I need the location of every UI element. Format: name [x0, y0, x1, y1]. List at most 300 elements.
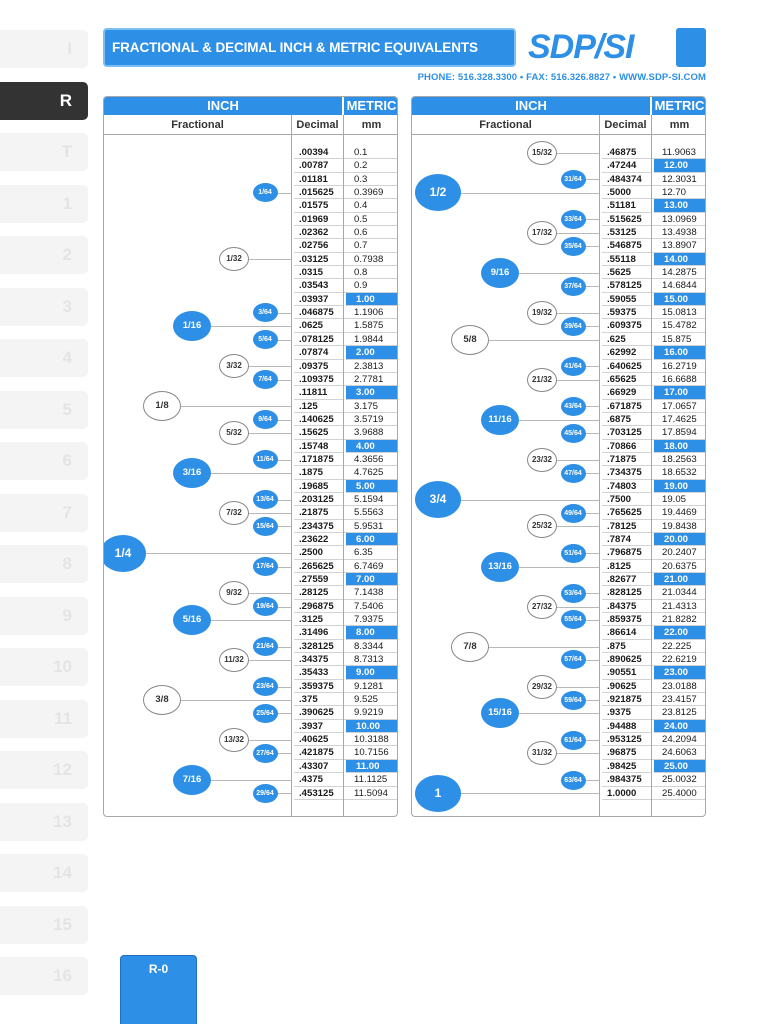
fraction-bubble: 45/64 [561, 424, 586, 443]
decimal-cell: .015625 [294, 186, 343, 199]
decimal-header: Decimal [292, 115, 343, 135]
mm-cell: 10.3188 [344, 733, 398, 746]
decimal-cell: .328125 [294, 640, 343, 653]
mm-cell-whole: 9.00 [346, 666, 398, 679]
mm-column [652, 146, 706, 800]
mm-cell: 16.6688 [652, 373, 706, 386]
mm-cell: 12.70 [652, 186, 706, 199]
decimal-cell: .53125 [602, 226, 651, 239]
mm-cell: 24.6063 [652, 746, 706, 759]
fraction-bubble: 7/64 [253, 370, 278, 389]
fraction-bubble: 11/16 [481, 405, 519, 435]
fraction-bubble: 23/32 [527, 448, 557, 472]
section-tab-R[interactable]: R [0, 82, 88, 120]
mm-cell: 1.9844 [344, 333, 398, 346]
mm-cell: 14.6844 [652, 279, 706, 292]
leader-line [586, 219, 600, 220]
fraction-bubble: 3/64 [253, 303, 278, 322]
decimal-cell: .47244 [602, 159, 651, 172]
leader-line [519, 273, 599, 274]
mm-cell-whole: 1.00 [346, 293, 398, 306]
mm-cell-whole: 8.00 [346, 626, 398, 639]
inch-header: INCH [412, 97, 650, 115]
leader-line [249, 366, 291, 367]
decimal-cell: .23622 [294, 533, 343, 546]
decimal-cell: .0315 [294, 266, 343, 279]
fraction-bubble: 3/32 [219, 354, 249, 378]
fraction-bubble: 27/32 [527, 595, 557, 619]
section-tab-4[interactable]: 4 [0, 339, 88, 377]
fraction-bubble: 5/8 [451, 325, 489, 355]
fraction-bubble: 1/32 [219, 247, 249, 271]
fraction-bubble: 37/64 [561, 277, 586, 296]
mm-cell: 5.1594 [344, 493, 398, 506]
mm-cell-whole: 10.00 [346, 720, 398, 733]
decimal-cell: .390625 [294, 706, 343, 719]
fraction-bubble: 29/64 [253, 784, 278, 803]
fraction-bubble: 1/2 [415, 174, 461, 211]
decimal-cell: .59055 [602, 293, 651, 306]
decimal-cell: .203125 [294, 493, 343, 506]
leader-line [557, 460, 599, 461]
mm-cell: 8.3344 [344, 640, 398, 653]
decimal-cell: .734375 [602, 466, 651, 479]
mm-cell: 9.525 [344, 693, 398, 706]
decimal-cell: .6875 [602, 413, 651, 426]
fraction-bubble: 13/32 [219, 728, 249, 752]
fraction-bubble: 35/64 [561, 237, 586, 256]
decimal-cell: .84375 [602, 600, 651, 613]
mm-cell: 5.9531 [344, 520, 398, 533]
fraction-bubble: 7/32 [219, 501, 249, 525]
mm-cell: 17.8594 [652, 426, 706, 439]
mm-cell: 10.7156 [344, 746, 398, 759]
decimal-cell: .71875 [602, 453, 651, 466]
leader-line [586, 406, 600, 407]
leader-line [586, 179, 600, 180]
mm-cell: 18.2563 [652, 453, 706, 466]
decimal-cell: .15625 [294, 426, 343, 439]
decimal-cell: .51181 [602, 199, 651, 212]
section-tab-I[interactable]: I [0, 30, 88, 68]
column-divider [291, 115, 292, 816]
fraction-bubble: 1/64 [253, 183, 278, 202]
fraction-bubble: 63/64 [561, 771, 586, 790]
contact-info: PHONE: 516.328.3300 • FAX: 516.326.8827 • WWW.SDP-SI.COM [417, 72, 706, 83]
fraction-bubble: 7/8 [451, 632, 489, 662]
leader-line [278, 313, 292, 314]
mm-header: mm [344, 115, 398, 135]
leader-line [557, 607, 599, 608]
decimal-cell: .40625 [294, 733, 343, 746]
decimal-cell: .046875 [294, 306, 343, 319]
mm-cell-whole: 17.00 [654, 386, 706, 399]
leader-line [278, 526, 292, 527]
mm-cell: 14.2875 [652, 266, 706, 279]
leader-line [586, 246, 600, 247]
mm-cell: 4.3656 [344, 453, 398, 466]
mm-cell: 15.875 [652, 333, 706, 346]
mm-cell: 0.6 [344, 226, 398, 239]
fraction-bubble: 13/16 [481, 552, 519, 582]
decimal-cell: .21875 [294, 506, 343, 519]
fraction-bubble: 53/64 [561, 584, 586, 603]
fraction-bubble: 9/16 [481, 258, 519, 288]
mm-cell: 22.225 [652, 640, 706, 653]
mm-cell: 11.1125 [344, 773, 398, 786]
decimal-cell: .296875 [294, 600, 343, 613]
leader-line [278, 500, 292, 501]
fraction-bubble: 5/32 [219, 421, 249, 445]
mm-cell: 24.2094 [652, 733, 706, 746]
mm-cell: 25.0032 [652, 773, 706, 786]
section-tab-1[interactable]: 1 [0, 185, 88, 223]
leader-line [557, 753, 599, 754]
mm-cell: 13.8907 [652, 239, 706, 252]
decimal-cell: .09375 [294, 360, 343, 373]
mm-cell-whole: 13.00 [654, 199, 706, 212]
mm-cell-whole: 22.00 [654, 626, 706, 639]
mm-header: mm [652, 115, 706, 135]
mm-cell: 7.5406 [344, 600, 398, 613]
decimal-cell: .265625 [294, 560, 343, 573]
fraction-bubble: 19/64 [253, 597, 278, 616]
decimal-cell: .59375 [602, 306, 651, 319]
decimal-cell: .78125 [602, 520, 651, 533]
decimal-cell: .82677 [602, 573, 651, 586]
mm-cell: 12.3031 [652, 173, 706, 186]
decimal-cell: .62992 [602, 346, 651, 359]
decimal-cell: .90625 [602, 680, 651, 693]
leader-line [489, 647, 599, 648]
decimal-cell: .140625 [294, 413, 343, 426]
decimal-cell: .70866 [602, 440, 651, 453]
leader-line [586, 700, 600, 701]
fraction-area [412, 135, 599, 816]
fraction-bubble: 13/64 [253, 490, 278, 509]
mm-cell: 21.0344 [652, 586, 706, 599]
mm-cell: 0.3 [344, 173, 398, 186]
leader-line [586, 780, 600, 781]
mm-cell: 11.9063 [652, 146, 706, 159]
mm-cell: 22.6219 [652, 653, 706, 666]
leader-line [249, 259, 291, 260]
decimal-cell: .421875 [294, 746, 343, 759]
fraction-bubble: 19/32 [527, 301, 557, 325]
leader-line [278, 420, 292, 421]
decimal-cell: .3937 [294, 720, 343, 733]
section-tab-8[interactable]: 8 [0, 545, 88, 583]
fraction-bubble: 1/4 [103, 535, 146, 572]
mm-cell: 3.175 [344, 400, 398, 413]
leader-line [278, 460, 292, 461]
section-tab-2[interactable]: 2 [0, 236, 88, 274]
leader-line [278, 380, 292, 381]
mm-cell: 15.0813 [652, 306, 706, 319]
leader-line [249, 740, 291, 741]
leader-line [181, 406, 291, 407]
leader-line [461, 793, 599, 794]
mm-cell-whole: 5.00 [346, 480, 398, 493]
decimal-cell: .96875 [602, 746, 651, 759]
mm-cell: 13.0969 [652, 213, 706, 226]
decimal-cell: .11811 [294, 386, 343, 399]
page-title: FRACTIONAL & DECIMAL INCH & METRIC EQUIVALENTS [103, 28, 516, 67]
leader-line [249, 593, 291, 594]
decimal-cell: .625 [602, 333, 651, 346]
section-tab-6[interactable]: 6 [0, 442, 88, 480]
fractional-header: Fractional [412, 115, 599, 135]
fraction-bubble: 15/64 [253, 517, 278, 536]
fraction-bubble: 31/32 [527, 741, 557, 765]
fraction-bubble: 5/16 [173, 605, 211, 635]
mm-cell: 13.4938 [652, 226, 706, 239]
leader-line [249, 513, 291, 514]
leader-line [278, 793, 292, 794]
decimal-cell: .359375 [294, 680, 343, 693]
mm-column [344, 146, 398, 800]
section-tab-9[interactable]: 9 [0, 597, 88, 635]
fraction-bubble: 1/8 [143, 391, 181, 421]
leader-line [211, 620, 291, 621]
mm-cell-whole: 12.00 [654, 159, 706, 172]
fraction-bubble: 33/64 [561, 210, 586, 229]
leader-line [181, 700, 291, 701]
decimal-column [602, 146, 651, 800]
mm-cell: 23.0188 [652, 680, 706, 693]
decimal-cell: .19685 [294, 480, 343, 493]
leader-line [557, 153, 599, 154]
decimal-cell: .31496 [294, 626, 343, 639]
section-tab-14[interactable]: 14 [0, 854, 88, 892]
leader-line [557, 380, 599, 381]
decimal-cell: .1875 [294, 466, 343, 479]
mm-cell-whole: 15.00 [654, 293, 706, 306]
fraction-bubble: 25/64 [253, 704, 278, 723]
mm-cell: 21.8282 [652, 613, 706, 626]
leader-line [586, 433, 600, 434]
section-tab-10[interactable]: 10 [0, 648, 88, 686]
leader-line [557, 526, 599, 527]
leader-line [278, 193, 292, 194]
decimal-cell: .609375 [602, 319, 651, 332]
decimal-cell: .3125 [294, 613, 343, 626]
decimal-cell: .484374 [602, 173, 651, 186]
fraction-bubble: 15/32 [527, 141, 557, 165]
mm-cell-whole: 23.00 [654, 666, 706, 679]
metric-header: METRIC [652, 97, 706, 115]
inch-header: INCH [104, 97, 342, 115]
mm-cell-whole: 14.00 [654, 253, 706, 266]
leader-line [586, 513, 600, 514]
mm-cell: 3.5719 [344, 413, 398, 426]
mm-cell: 0.5 [344, 213, 398, 226]
fraction-bubble: 15/16 [481, 698, 519, 728]
mm-cell: 0.3969 [344, 186, 398, 199]
decimal-cell: .546875 [602, 239, 651, 252]
mm-cell: 17.0657 [652, 400, 706, 413]
section-tab-15[interactable]: 15 [0, 906, 88, 944]
section-tab-11[interactable]: 11 [0, 700, 88, 738]
leader-line [586, 553, 600, 554]
decimal-cell: .94488 [602, 720, 651, 733]
decimal-header: Decimal [600, 115, 651, 135]
decimal-cell: .03543 [294, 279, 343, 292]
leader-line [278, 753, 292, 754]
decimal-cell: .171875 [294, 453, 343, 466]
leader-line [586, 660, 600, 661]
fraction-bubble: 61/64 [561, 731, 586, 750]
leader-line [249, 433, 291, 434]
decimal-cell: .640625 [602, 360, 651, 373]
leader-line [586, 326, 600, 327]
decimal-cell: .828125 [602, 586, 651, 599]
column-divider [599, 115, 600, 816]
leader-line [211, 473, 291, 474]
metric-header: METRIC [344, 97, 398, 115]
section-tab-7[interactable]: 7 [0, 494, 88, 532]
section-tab-12[interactable]: 12 [0, 751, 88, 789]
leader-line [586, 473, 600, 474]
mm-cell-whole: 24.00 [654, 720, 706, 733]
conversion-table-left [103, 96, 398, 817]
mm-cell: 19.8438 [652, 520, 706, 533]
decimal-cell: .375 [294, 693, 343, 706]
logo-text: SDP/SI [528, 28, 634, 66]
fraction-bubble: 27/64 [253, 744, 278, 763]
section-tab-T[interactable]: T [0, 133, 88, 171]
decimal-cell: .0625 [294, 319, 343, 332]
mm-cell: 5.5563 [344, 506, 398, 519]
mm-cell-whole: 18.00 [654, 440, 706, 453]
fraction-bubble: 43/64 [561, 397, 586, 416]
decimal-cell: .578125 [602, 279, 651, 292]
decimal-cell: .02756 [294, 239, 343, 252]
fraction-bubble: 49/64 [561, 504, 586, 523]
fraction-bubble: 7/16 [173, 765, 211, 795]
mm-cell: 20.2407 [652, 546, 706, 559]
mm-cell-whole: 20.00 [654, 533, 706, 546]
mm-cell-whole: 4.00 [346, 440, 398, 453]
fraction-bubble: 11/64 [253, 450, 278, 469]
mm-cell: 7.9375 [344, 613, 398, 626]
fraction-bubble: 39/64 [561, 317, 586, 336]
section-tab-5[interactable]: 5 [0, 391, 88, 429]
decimal-cell: .125 [294, 400, 343, 413]
leader-line [249, 660, 291, 661]
decimal-cell: .43307 [294, 760, 343, 773]
logo-block [676, 28, 706, 67]
decimal-cell: .453125 [294, 787, 343, 800]
decimal-cell: .15748 [294, 440, 343, 453]
decimal-cell: .03937 [294, 293, 343, 306]
fraction-bubble: 1 [415, 775, 461, 812]
section-tab-3[interactable]: 3 [0, 288, 88, 326]
mm-cell: 0.7938 [344, 253, 398, 266]
leader-line [278, 340, 292, 341]
decimal-cell: .5000 [602, 186, 651, 199]
mm-cell: 6.35 [344, 546, 398, 559]
fraction-bubble: 51/64 [561, 544, 586, 563]
mm-cell: 4.7625 [344, 466, 398, 479]
mm-cell: 19.05 [652, 493, 706, 506]
mm-cell: 2.7781 [344, 373, 398, 386]
section-tab-16[interactable]: 16 [0, 957, 88, 995]
mm-cell: 19.4469 [652, 506, 706, 519]
decimal-cell: .703125 [602, 426, 651, 439]
decimal-cell: .03125 [294, 253, 343, 266]
fraction-bubble: 3/16 [173, 458, 211, 488]
mm-cell: 0.2 [344, 159, 398, 172]
decimal-cell: .875 [602, 640, 651, 653]
mm-cell-whole: 25.00 [654, 760, 706, 773]
decimal-cell: .671875 [602, 400, 651, 413]
mm-cell-whole: 16.00 [654, 346, 706, 359]
sdpsi-logo [520, 28, 706, 67]
leader-line [586, 593, 600, 594]
mm-cell: 0.4 [344, 199, 398, 212]
mm-cell: 23.8125 [652, 706, 706, 719]
fraction-bubble: 1/16 [173, 311, 211, 341]
leader-line [519, 567, 599, 568]
mm-cell: 15.4782 [652, 319, 706, 332]
decimal-cell: .46875 [602, 146, 651, 159]
decimal-cell: .7874 [602, 533, 651, 546]
decimal-cell: .55118 [602, 253, 651, 266]
leader-line [278, 567, 292, 568]
mm-cell: 0.9 [344, 279, 398, 292]
leader-line [586, 620, 600, 621]
fraction-area [104, 135, 291, 816]
mm-cell: 0.7 [344, 239, 398, 252]
mm-cell: 1.1906 [344, 306, 398, 319]
fraction-bubble: 41/64 [561, 357, 586, 376]
fraction-bubble: 31/64 [561, 170, 586, 189]
mm-cell: 6.7469 [344, 560, 398, 573]
decimal-cell: .02362 [294, 226, 343, 239]
page-number-tab: R-0 [120, 955, 197, 1024]
decimal-cell: .65625 [602, 373, 651, 386]
section-tab-13[interactable]: 13 [0, 803, 88, 841]
decimal-cell: .27559 [294, 573, 343, 586]
mm-cell-whole: 2.00 [346, 346, 398, 359]
decimal-cell: .4375 [294, 773, 343, 786]
mm-cell-whole: 19.00 [654, 480, 706, 493]
mm-cell: 0.1 [344, 146, 398, 159]
decimal-cell: .66929 [602, 386, 651, 399]
leader-line [519, 420, 599, 421]
fraction-bubble: 57/64 [561, 650, 586, 669]
leader-line [557, 687, 599, 688]
fraction-bubble: 23/64 [253, 677, 278, 696]
decimal-cell: .86614 [602, 626, 651, 639]
mm-cell-whole: 21.00 [654, 573, 706, 586]
leader-line [586, 740, 600, 741]
decimal-cell: .2500 [294, 546, 343, 559]
mm-cell: 0.8 [344, 266, 398, 279]
decimal-cell: 1.0000 [602, 787, 651, 800]
decimal-cell: .796875 [602, 546, 651, 559]
leader-line [557, 313, 599, 314]
decimal-cell: .01181 [294, 173, 343, 186]
decimal-cell: .859375 [602, 613, 651, 626]
mm-cell-whole: 3.00 [346, 386, 398, 399]
mm-cell: 17.4625 [652, 413, 706, 426]
decimal-cell: .984375 [602, 773, 651, 786]
decimal-cell: .109375 [294, 373, 343, 386]
leader-line [278, 607, 292, 608]
decimal-cell: .7500 [602, 493, 651, 506]
